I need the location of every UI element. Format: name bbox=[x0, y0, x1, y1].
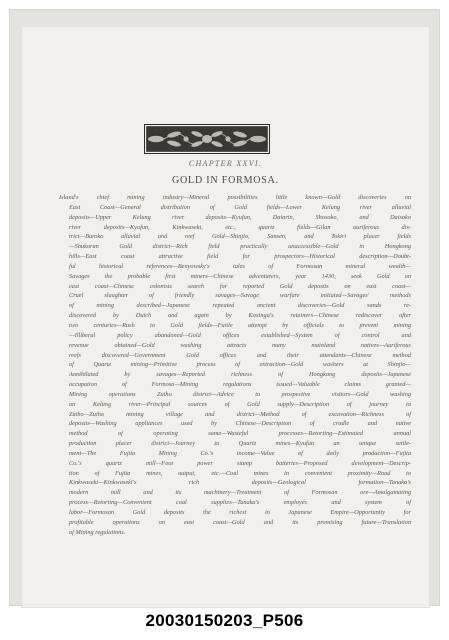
summary-line: Savages the probable first miners—Chinese adventurers, year 1430, seek Gold on bbox=[69, 272, 411, 280]
summary-line: trict—Buroko alluvial and reef Gold—Shinjio, Sansen, and Tokiri placer fields bbox=[69, 233, 411, 241]
scan-card bbox=[9, 9, 440, 606]
summary-line: occupation of Formosa—Mining regulations issued—Valuable claims granted— bbox=[69, 381, 411, 389]
chapter-title: GOLD IN FORMOSA. bbox=[172, 175, 279, 186]
summary-line: Mining operations Zuiho district—Advice to prospective visitors—Gold washing bbox=[69, 390, 411, 398]
summary-line: east coast—Chinese colonists search for reported Gold deposits on east coast— bbox=[69, 282, 411, 290]
decorative-header-ornament bbox=[144, 124, 270, 154]
summary-line: ment—The Fujita Mining Co.'s income—Value of daily production—Fujita bbox=[69, 449, 411, 457]
summary-line: river deposits—Kyufun, Kinkwaseki, etc., quartz fields—Gilan auriferous dis- bbox=[69, 223, 411, 231]
book-page bbox=[22, 27, 429, 607]
summary-line: Co.'s quartz mill—Foot power stamp batteries—Proposed development—Descrip- bbox=[69, 459, 411, 467]
summary-line: —Illiberal policy abandoned—Gold offices established—System of control and bbox=[69, 331, 411, 339]
summary-line: deposits—Washing appliances used by Chinese—Description of cradle and native bbox=[69, 420, 411, 428]
summary-line: labor—Formosan Gold deposits the richest in Japanese Empire—Opportunity for bbox=[69, 509, 411, 516]
summary-line: ful historical references—Benyowsky's tales of Formosan mineral wealth— bbox=[69, 262, 411, 270]
summary-line: modern mill and its machinery—Treatment of Formosan ore—Amalgamating bbox=[69, 489, 411, 497]
summary-line: East Coast—General distribution of Gold fields—Lower Kelung river alluvial bbox=[69, 203, 411, 211]
summary-line: on Kelung river—Principal sources of Gold supply—Description of journey to bbox=[69, 400, 411, 408]
summary-line: deposits—Upper Kelung river deposits—Kyufun, Daiarin, Shosoko, and Daisoko bbox=[69, 213, 411, 221]
summary-line: profitable operations on east coast—Gold and its promising future—Translation bbox=[69, 518, 411, 526]
summary-line: process—Retorting—Convenient coal supplies—Tanaka's employés and system of bbox=[69, 499, 411, 507]
summary-line: revenue obtained—Gold washing attracts many mainland natives—Auriferous bbox=[69, 341, 411, 349]
summary-line: Cruel slaughter of friendly savages—Savage warfare initiated—Savages' methods bbox=[69, 292, 411, 300]
summary-line: two centuries—Rush to Gold fields—Futile attempt by officials to prevent mining bbox=[69, 321, 411, 329]
summary-line: tion of Fujita mines, output, etc.—Coal mines in convenient proximity—Road to bbox=[69, 469, 411, 477]
summary-line: discovered by Dutch and again by Koxinga's retainers—Chinese rediscover after bbox=[69, 312, 411, 320]
summary-line: Kinkwaseki—Kinkwaseki's rich deposits—Geological formation—Tanaka's bbox=[69, 479, 411, 487]
summary-line: of mining described—Japanese repeated ancient discoveries—Gold sands re- bbox=[69, 302, 411, 310]
summary-line: Annihilated by savages—Reported richness of Hongkong deposits—Japanese bbox=[69, 371, 411, 379]
summary-line: Zuiho—Zuiho mining village and district—Method of excavation—Richness of bbox=[69, 410, 411, 418]
summary-line: —Shukoran Gold district—Rich field practically unaccessible—Gold in Hongkong bbox=[69, 243, 411, 251]
image-id-caption: 20030150203_P506 bbox=[145, 611, 304, 630]
chapter-number: CHAPTER XXVI. bbox=[188, 159, 263, 168]
summary-line: method of operating same—Wasteful processes—Retorting—Estimated annual bbox=[69, 430, 411, 438]
summary-line: Island's chief mining industry—Mineral possibilities little known—Gold discoveries on bbox=[59, 194, 411, 201]
summary-line: production placer district—Journey to Quartz mines—Kyufun an unique settle- bbox=[69, 440, 411, 448]
summary-line: reefs discovered—Government Gold offices and their attendants—Chinese method bbox=[69, 351, 411, 359]
summary-line: of Quartz mining—Primitive process of extraction—Gold washers at Shinjio— bbox=[69, 361, 411, 369]
chapter-summary bbox=[59, 193, 411, 538]
summary-line: hills—East coast attractive field for prospectors—Historical description—Doubt- bbox=[69, 253, 411, 261]
summary-line: of Mining regulations. bbox=[69, 528, 126, 536]
